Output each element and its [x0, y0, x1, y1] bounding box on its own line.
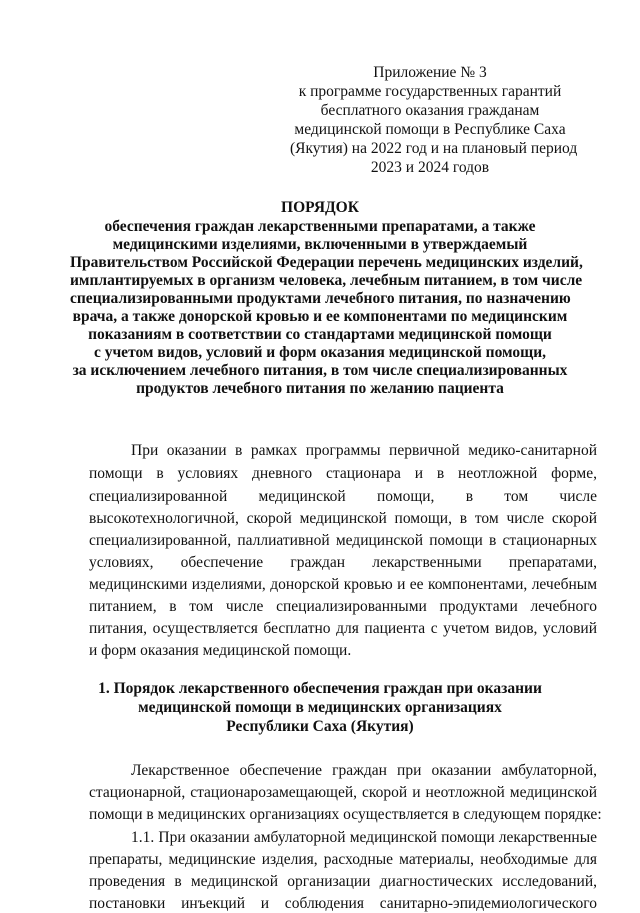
paragraph-line: проведения в медицинской организации диагностических исследований, — [89, 873, 597, 890]
subtitle-line: обеспечения граждан лекарственными препаратами, а также — [104, 218, 536, 235]
paragraph-line: 1.1. При оказании амбулаторной медицинской помощи лекарственные — [131, 829, 597, 846]
paragraph-line: питанием, в том числе специализированными продуктами лечебного — [89, 598, 597, 615]
subtitle-line: за исключением лечебного питания, в том числе специализированных — [72, 362, 568, 379]
subtitle-line: врача, а также донорской кровью и ее компонентами по медицинским — [72, 308, 568, 325]
paragraph-line: помощи в медицинских организациях осуществляется в следующем порядке: — [89, 806, 602, 823]
section-heading-line: медицинской помощи в медицинских организациях — [138, 699, 502, 716]
paragraph-line: условиях, обеспечение граждан лекарственными препаратами, — [89, 554, 597, 571]
subtitle-line: специализированными продуктами лечебного питания, по назначению — [70, 290, 571, 307]
subtitle-line: Правительством Российской Федерации перечень медицинских изделий, — [70, 254, 583, 271]
paragraph-line: медицинскими изделиями, донорской кровью и ее компонентами, лечебным — [89, 576, 597, 593]
subtitle-line: продуктов лечебного питания по желанию пациента — [136, 380, 504, 397]
paragraph-line: и форм оказания медицинской помощи. — [89, 642, 352, 659]
paragraph-line: питания, осуществляется бесплатно для пациента с учетом видов, условий — [89, 620, 597, 637]
subtitle-line: с учетом видов, условий и форм оказания медицинской помощи, — [93, 344, 547, 361]
paragraph-line: постановки инъекций и соблюдения санитарно-эпидемиологического — [89, 895, 597, 912]
appendix-line: медицинской помощи в Республике Саха — [294, 121, 566, 138]
paragraph-line: препараты, медицинские изделия, расходные материалы, необходимые для — [89, 851, 597, 868]
appendix-line: к программе государственных гарантий — [298, 83, 562, 100]
appendix-line: 2023 и 2024 годов — [370, 159, 490, 176]
subtitle-line: медицинскими изделиями, включенными в утверждаемый — [112, 236, 528, 253]
paragraph-line: При оказании в рамках программы первичной медико-санитарной — [131, 442, 597, 459]
section-heading-line: Республики Саха (Якутия) — [226, 718, 414, 735]
subtitle-line: показаниям в соответствии со стандартами медицинской помощи — [88, 326, 552, 343]
paragraph-line: стационарной, стационарозамещающей, скорой и неотложной медицинской — [89, 784, 597, 801]
document-title: ПОРЯДОК — [281, 199, 359, 216]
paragraph-line: Лекарственное обеспечение граждан при оказании амбулаторной, — [131, 762, 597, 779]
paragraph-line: помощи в условиях дневного стационара и в неотложной форме, — [89, 465, 597, 482]
paragraph-line: специализированной медицинской помощи, в том числе — [89, 488, 597, 505]
section-heading-line: 1. Порядок лекарственного обеспечения граждан при оказании — [98, 680, 542, 697]
paragraph-line: специализированной, паллиативной медицинской помощи в стационарных — [89, 532, 597, 549]
appendix-line: Приложение № 3 — [373, 64, 487, 81]
appendix-line: бесплатного оказания гражданам — [320, 102, 540, 119]
subtitle-line: имплантируемых в организм человека, лечебным питанием, в том числе — [70, 272, 583, 289]
paragraph-line: высокотехнологичной, скорой медицинской помощи, в том числе скорой — [89, 510, 597, 527]
appendix-line: (Якутия) на 2022 год и на плановый период — [290, 140, 578, 157]
